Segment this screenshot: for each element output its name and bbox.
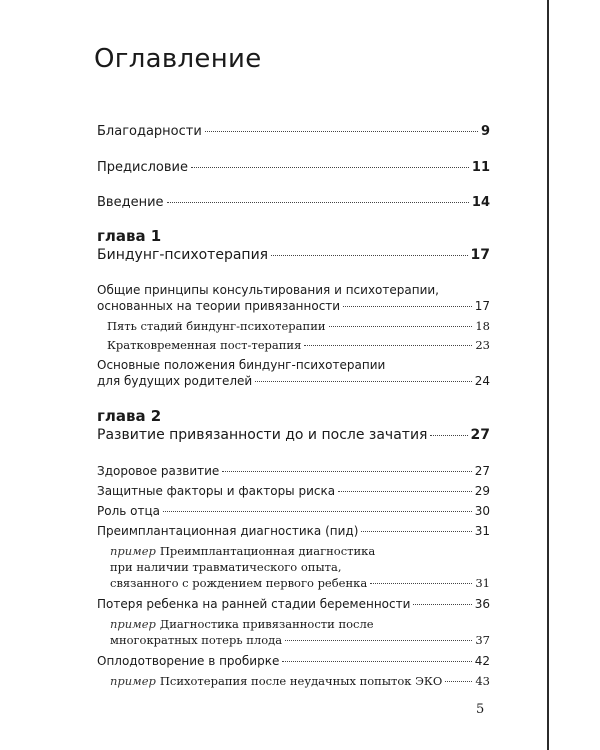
toc-entry-ivf[interactable] (97, 653, 490, 669)
toc-page: 29 (474, 484, 490, 498)
toc-page: 11 (471, 160, 490, 175)
page-number: 5 (476, 702, 485, 717)
toc-entry-chapter-2[interactable] (97, 427, 490, 443)
page-edge-rule (547, 0, 549, 750)
toc-entry-preface[interactable] (97, 160, 490, 176)
toc-page: 24 (474, 374, 490, 388)
toc-entry-father-role[interactable] (97, 503, 490, 519)
leader-dots (343, 306, 472, 307)
toc-label: Психотерапия после неудачных попыток ЭКО (159, 674, 443, 688)
toc-page: 18 (475, 319, 490, 333)
toc-entry-healthy-development[interactable] (97, 463, 490, 479)
toc-entry-chapter-1[interactable] (97, 247, 490, 263)
leader-dots (304, 345, 472, 346)
toc-label: Диагностика привязанности после (159, 617, 374, 631)
toc-page: 27 (470, 427, 490, 443)
toc-label: Преимплантационная диагностика (159, 544, 376, 558)
toc-page: 31 (475, 576, 490, 590)
toc-entry-protective-factors[interactable] (97, 483, 490, 499)
toc-page: 42 (474, 654, 490, 668)
toc-page: 27 (474, 464, 490, 478)
toc-page: 36 (474, 597, 490, 611)
toc-entry-future-parents[interactable] (97, 373, 490, 389)
toc-label-line: Общие принципы консультирования и психотерапии, (97, 283, 439, 297)
leader-dots (255, 381, 472, 382)
toc-page: 17 (474, 299, 490, 313)
toc-entry-example-ivf-therapy[interactable] (110, 673, 490, 689)
leader-dots (191, 167, 469, 168)
toc-label: Введение (97, 195, 164, 210)
page-title: Оглавление (94, 44, 262, 74)
toc-label: для будущих родителей (97, 374, 253, 388)
toc-page: 37 (475, 633, 490, 647)
toc-label: Кратковременная пост-терапия (107, 338, 302, 352)
toc-label: Оплодотворение в пробирке (97, 654, 280, 668)
toc-entry-example-multiple-losses[interactable] (110, 632, 490, 648)
toc-label: связанного с рождением первого ребенка (110, 576, 368, 590)
toc-label: многократных потерь плода (110, 633, 283, 647)
toc-label: Предисловие (97, 160, 188, 175)
leader-dots (445, 681, 472, 682)
toc-page: 14 (471, 195, 490, 210)
toc-page: 17 (470, 247, 490, 263)
example-tag: пример (110, 674, 156, 688)
toc-label: Пять стадий биндунг-психотерапии (107, 319, 326, 333)
leader-dots (222, 471, 471, 472)
example-tag: пример (110, 617, 156, 631)
toc-label: Преимплантационная диагностика (пид) (97, 524, 359, 538)
leader-dots (338, 491, 472, 492)
leader-dots (285, 640, 472, 641)
leader-dots (282, 661, 471, 662)
toc-label-line: Основные положения биндунг-психотерапии (97, 358, 386, 372)
leader-dots (370, 583, 472, 584)
toc-page: 43 (475, 674, 490, 688)
toc-page: 31 (474, 524, 490, 538)
toc-label: Роль отца (97, 504, 160, 518)
chapter-1-label: глава 1 (97, 227, 162, 245)
toc-page: 23 (475, 338, 490, 352)
leader-dots (413, 604, 471, 605)
toc-page: 9 (480, 124, 490, 139)
toc-example-line (110, 616, 374, 632)
chapter-2-label: глава 2 (97, 407, 162, 425)
toc-example-line (110, 543, 375, 559)
toc-entry-short-post-therapy[interactable] (107, 337, 490, 353)
toc-label-line: при наличии травматического опыта, (110, 560, 342, 574)
toc-entry-introduction[interactable] (97, 195, 490, 211)
toc-label-wrap (110, 673, 442, 689)
toc-entry-example-pgd-trauma[interactable] (110, 575, 490, 591)
toc-label: Развитие привязанности до и после зачатия (97, 427, 428, 443)
toc-label: Благодарности (97, 124, 202, 139)
toc-entry-general-principles[interactable] (97, 298, 490, 314)
leader-dots (163, 511, 472, 512)
leader-dots (271, 255, 467, 256)
toc-label: Потеря ребенка на ранней стадии беременности (97, 597, 411, 611)
leader-dots (167, 202, 469, 203)
toc-label: Здоровое развитие (97, 464, 220, 478)
toc-label: Биндунг-психотерапия (97, 247, 269, 263)
toc-page: 30 (474, 504, 490, 518)
toc-entry-five-stages[interactable] (107, 318, 490, 334)
leader-dots (205, 131, 478, 132)
leader-dots (430, 435, 467, 436)
toc-label: Защитные факторы и факторы риска (97, 484, 336, 498)
toc-entry-pgd[interactable] (97, 523, 490, 539)
leader-dots (361, 531, 471, 532)
toc-entry-early-loss[interactable] (97, 596, 490, 612)
example-tag: пример (110, 544, 156, 558)
toc-label: основанных на теории привязанности (97, 299, 341, 313)
leader-dots (329, 326, 473, 327)
toc-entry-acknowledgements[interactable] (97, 124, 490, 140)
